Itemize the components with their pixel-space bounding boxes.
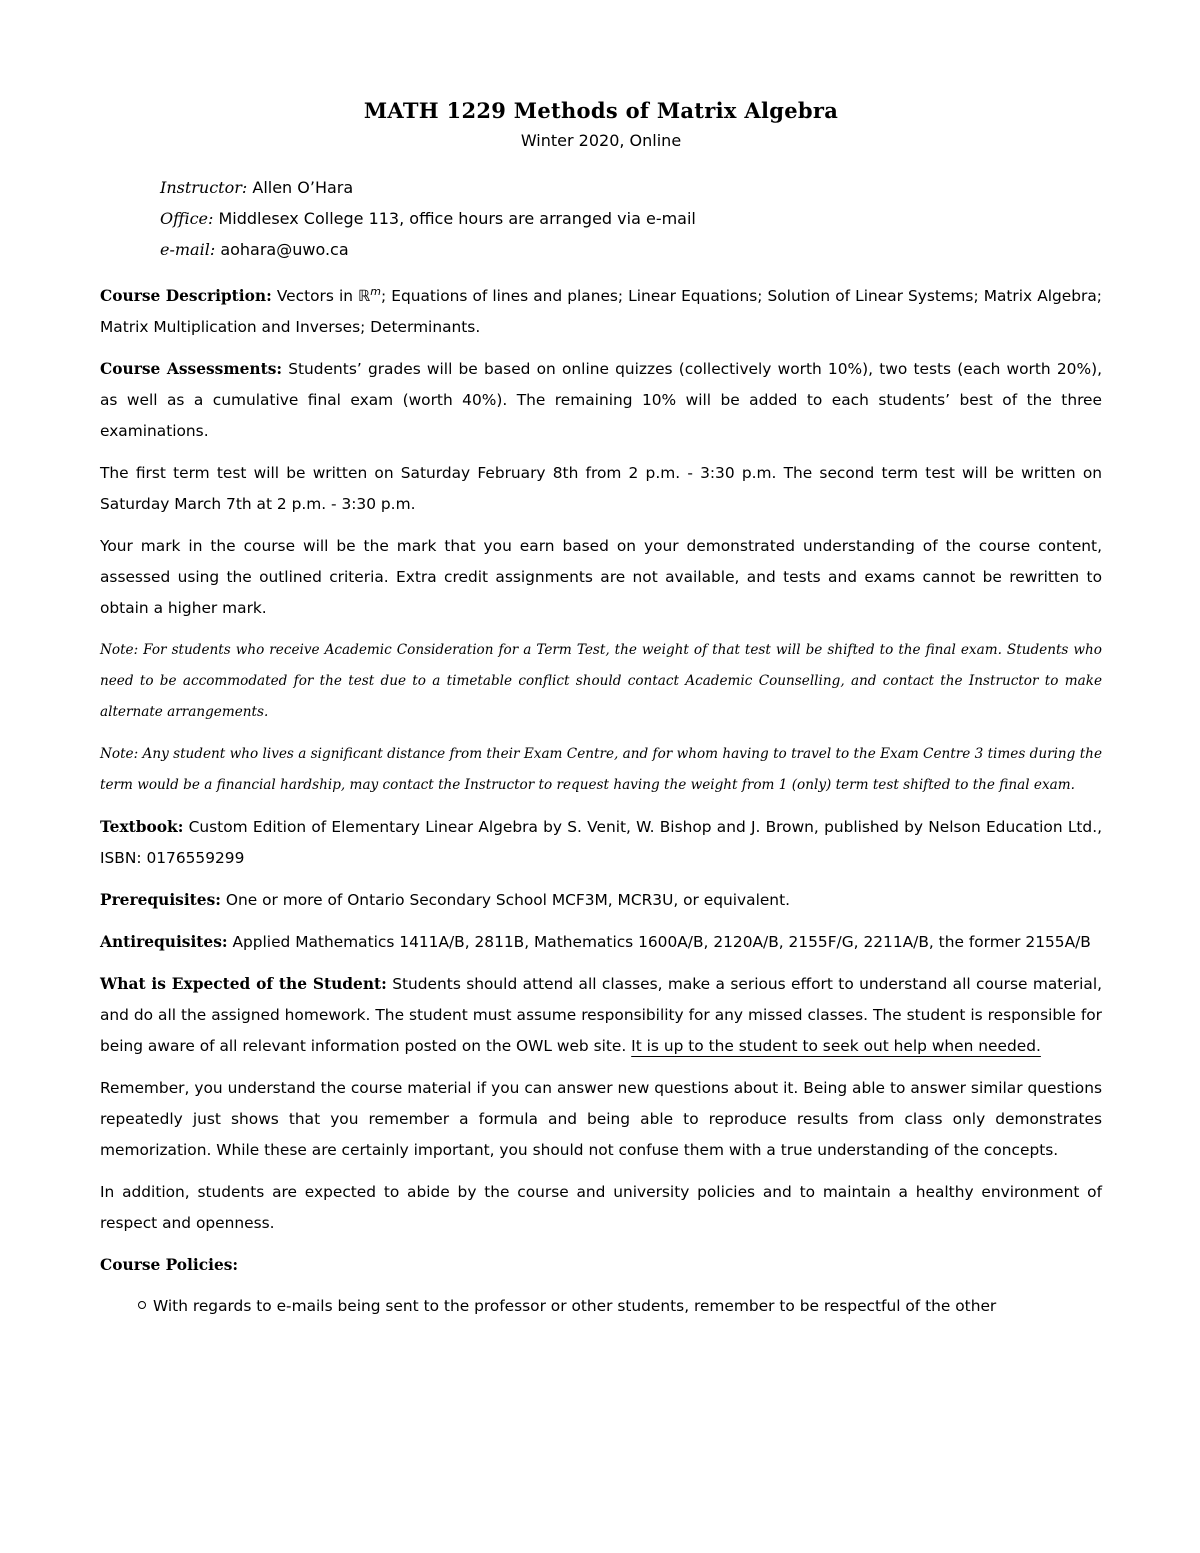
instructor-line [160,172,1102,203]
remember-paragraph: Remember, you understand the course material if you can answer new questions about it. Being able to answer similar questions repeatedly just shows that you remember a formula and being able to reproduce results from class only demonstrates memorization. While these are certainly important, you should not confuse them with a true understanding of the concepts. [100,1079,1102,1160]
course-description-text-after: ; Equations of lines and planes; Linear Equations; Solution of Linear Systems; Matrix Algebra; Matrix Multiplication and Inverses; Determinants. [100,287,1102,337]
student-expectations [100,969,1102,1062]
textbook [100,812,1102,874]
course-title: MATH 1229 Methods of Matrix Algebra [363,98,839,123]
student-expectations-label: What is Expected of the Student: [100,975,387,994]
student-expectations-text: Students should attend all classes, make a serious effort to understand all course material, and do all the assigned homework. The student must assume responsibility for any missed classes. The student is responsible for being aware of all relevant information posted on the OWL web site. [100,975,1102,1056]
office-line [160,203,1102,234]
course-policies-heading: Course Policies: [100,1256,239,1275]
course-assessments [100,354,1102,447]
policy-list-item [138,1291,1102,1322]
document-page [100,96,1102,1322]
addition-paragraph: In addition, students are expected to abide by the course and university policies and to maintain a healthy environment of respect and openness. [100,1183,1102,1233]
course-description [100,276,1102,343]
note-exam-centre: Note: Any student who lives a significant distance from their Exam Centre, and for whom having to travel to the Exam Centre 3 times during the term would be a financial hardship, may contact the Instructor to request having the weight from 1 (only) term test shifted to the final exam. [100,746,1102,794]
instructor-info [160,172,1102,265]
mark-policy-paragraph: Your mark in the course will be the mark that you earn based on your demonstrated understanding of the course content, assessed using the outlined criteria. Extra credit assignments are not available, and tests and exams cannot be rewritten to obtain a higher mark. [100,537,1102,618]
course-assessments-text: Students’ grades will be based on online quizzes (collectively worth 10%), two tests (each worth 20%), as well as a cumulative final exam (worth 40%). The remaining 10% will be added to each students’ best of the three examinations. [100,360,1102,441]
policy-item-text: With regards to e-mails being sent to the professor or other students, remember to be respectful of the other [153,1297,997,1316]
circle-bullet-icon [138,1301,146,1309]
textbook-label: Textbook: [100,818,184,837]
prerequisites-label: Prerequisites: [100,891,221,910]
course-description-superscript: m [370,285,381,298]
antirequisites [100,927,1102,958]
student-expectations-underlined: It is up to the student to seek out help when needed. [631,1037,1041,1056]
course-term: Winter 2020, Online [520,131,682,150]
office-value: Middlesex College 113, office hours are arranged via e-mail [218,209,696,228]
antirequisites-text: Applied Mathematics 1411A/B, 2811B, Mathematics 1600A/B, 2120A/B, 2155F/G, 2211A/B, the former 2155A/B [232,933,1091,952]
antirequisites-label: Antirequisites: [100,933,228,952]
email-line [160,234,1102,265]
prerequisites-text: One or more of Ontario Secondary School MCF3M, MCR3U, or equivalent. [225,891,790,910]
office-label: Office: [160,209,214,228]
email-value: aohara@uwo.ca [220,240,349,259]
course-assessments-label: Course Assessments: [100,360,283,379]
course-description-text-before: Vectors in ℝ [276,287,371,306]
note-academic-consideration: Note: For students who receive Academic Consideration for a Term Test, the weight of that test will be shifted to the final exam. Students who need to be accommodated for the test due to a timetable conflict should contact Academic Counselling, and contact the Instructor to make alternate arrangements. [100,642,1102,721]
email-label: e-mail: [160,240,216,259]
term-tests-paragraph: The first term test will be written on Saturday February 8th from 2 p.m. - 3:30 p.m. The second term test will be written on Saturday March 7th at 2 p.m. - 3:30 p.m. [100,464,1102,514]
course-description-label: Course Description: [100,287,272,306]
instructor-label: Instructor: [160,178,248,197]
prerequisites [100,885,1102,916]
instructor-name: Allen O’Hara [252,178,354,197]
textbook-text: Custom Edition of Elementary Linear Algebra by S. Venit, W. Bishop and J. Brown, published by Nelson Education Ltd., ISBN: 0176559299 [100,818,1102,868]
